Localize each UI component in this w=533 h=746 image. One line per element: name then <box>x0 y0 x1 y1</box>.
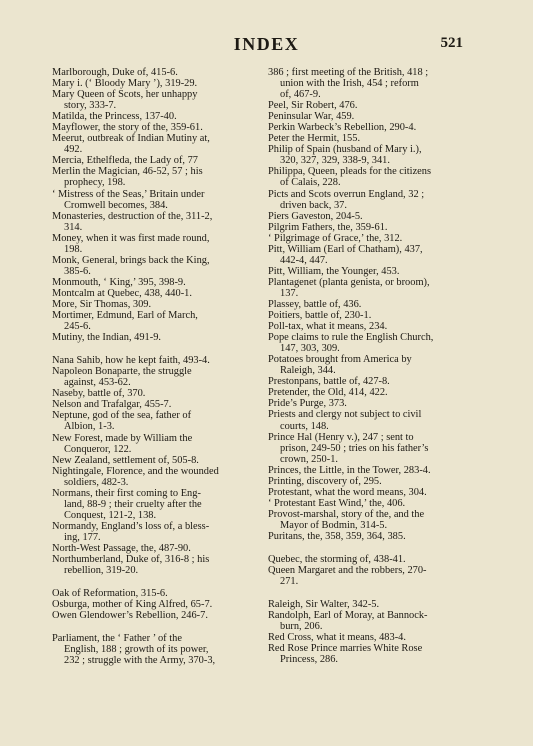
entry-line: Randolph, Earl of Moray, at Bannock- <box>268 610 428 622</box>
index-entry <box>52 233 257 255</box>
index-entry <box>52 355 257 366</box>
entry-line: Marlborough, Duke of, 415-6. <box>52 67 178 78</box>
entry-line: Red Rose Prince marries White Rose <box>268 643 423 655</box>
index-entry <box>268 100 473 111</box>
entry-line: Prince Hal (Henry v.), 247 ; sent to <box>268 431 414 443</box>
entry-line: Provost-marshal, story of the, and the <box>268 508 425 520</box>
entry-line: Owen Glendower’s Rebellion, 246-7. <box>52 610 208 622</box>
entry-line: Osburga, mother of King Alfred, 65-7. <box>52 599 213 611</box>
entry-continuation-line: 271. <box>280 576 299 588</box>
entry-line: Queen Margaret and the robbers, 270- <box>268 565 427 577</box>
index-entry <box>268 354 473 376</box>
index-entry <box>268 244 473 266</box>
index-entry <box>52 554 257 576</box>
index-entry <box>268 476 473 487</box>
entry-line: Neptune, god of the sea, father of <box>52 410 192 422</box>
index-entry <box>52 633 257 666</box>
entry-line: Priests and clergy not subject to civil <box>268 409 422 421</box>
entry-continuation-line: 147, 303, 309. <box>280 343 340 355</box>
index-entry <box>268 144 473 166</box>
entry-continuation-line: courts, 148. <box>280 420 329 432</box>
index-entry <box>268 487 473 498</box>
index-entry <box>268 398 473 409</box>
entry-continuation-line: story, 333-7. <box>64 100 117 112</box>
entry-line: Matilda, the Princess, 137-40. <box>52 111 177 123</box>
index-entry <box>268 610 473 632</box>
entry-line: Monmouth, ‘ King,’ 395, 398-9. <box>52 276 186 288</box>
entry-continuation-line: English, 188 ; growth of its power, <box>64 644 209 656</box>
entry-line: Poll-tax, what it means, 234. <box>268 321 388 333</box>
index-entry <box>268 465 473 476</box>
entry-line: Prestonpans, battle of, 427-8. <box>268 376 390 388</box>
entry-line: Peninsular War, 459. <box>268 111 355 123</box>
page-header <box>0 34 533 56</box>
entry-line: Princes, the Little, in the Tower, 283-4. <box>268 464 431 476</box>
entry-line: Monk, General, brings back the King, <box>52 254 210 266</box>
entry-line: Mary Queen of Scots, her unhappy <box>52 89 198 101</box>
entry-continuation-line: 137. <box>280 287 299 299</box>
index-entry <box>268 565 473 587</box>
page-number: 521 <box>440 35 463 51</box>
index-column-left <box>52 67 257 666</box>
index-entry <box>268 376 473 387</box>
entry-line: Pretender, the Old, 414, 422. <box>268 387 388 399</box>
index-entry <box>268 432 473 465</box>
entry-continuation-line: against, 453-62. <box>64 377 131 389</box>
entry-line: Mary i. (‘ Bloody Mary ’), 319-29. <box>52 78 198 90</box>
index-entry <box>52 521 257 543</box>
index-entry <box>268 509 473 531</box>
entry-continuation-line: Conquest, 121-2, 138. <box>64 509 157 521</box>
index-entry <box>52 366 257 388</box>
index-entry <box>268 643 473 665</box>
index-entry <box>52 310 257 332</box>
section-gap <box>52 576 257 588</box>
index-entry <box>268 498 473 509</box>
index-entry <box>52 588 257 599</box>
entry-line: Normans, their first coming to Eng- <box>52 487 201 499</box>
index-entry <box>268 599 473 610</box>
entry-continuation-line: burn, 206. <box>280 621 323 633</box>
index-entry <box>52 211 257 233</box>
entry-continuation-line: Albion, 1-3. <box>64 421 115 433</box>
index-entry <box>52 277 257 288</box>
entry-line: Perkin Warbeck’s Rebellion, 290-4. <box>268 122 417 134</box>
entry-line: New Zealand, settlement of, 505-8. <box>52 454 199 466</box>
index-entry <box>52 466 257 488</box>
entry-continuation-line: prison, 249-50 ; tries on his father’s <box>280 442 429 454</box>
index-entry <box>52 433 257 455</box>
entry-line: Pilgrim Fathers, the, 359-61. <box>268 221 388 233</box>
entry-continuation-line: crown, 250-1. <box>280 453 339 465</box>
index-entry <box>268 299 473 310</box>
entry-line: Pitt, William, the Younger, 453. <box>268 265 400 277</box>
entry-continuation-line: Conqueror, 122. <box>64 443 132 455</box>
entry-line: Peter the Hermit, 155. <box>268 133 361 145</box>
index-entry <box>268 531 473 542</box>
index-entry <box>268 233 473 244</box>
index-entry <box>52 299 257 310</box>
index-entry <box>268 67 473 100</box>
entry-line: Poitiers, battle of, 230-1. <box>268 310 372 322</box>
entry-line: ‘ Mistress of the Seas,’ Britain under <box>52 188 205 200</box>
index-entry <box>52 67 257 78</box>
entry-continuation-line: land, 88-9 ; their cruelty after the <box>64 498 202 510</box>
entry-line: Raleigh, Sir Walter, 342-5. <box>268 599 380 611</box>
entry-line: Meerut, outbreak of Indian Mutiny at, <box>52 133 210 145</box>
entry-line: Piers Gaveston, 204-5. <box>268 210 363 222</box>
index-entry <box>268 189 473 211</box>
entry-continuation-line: rebellion, 319-20. <box>64 565 139 577</box>
entry-line: Plassey, battle of, 436. <box>268 298 362 310</box>
entry-line: New Forest, made by William the <box>52 432 193 444</box>
index-entry <box>52 488 257 521</box>
entry-continuation-line: driven back, 37. <box>280 199 347 211</box>
entry-line: Printing, discovery of, 295. <box>268 475 382 487</box>
entry-line: Peel, Sir Robert, 476. <box>268 100 358 112</box>
entry-continuation-line: 320, 327, 329, 338-9, 341. <box>280 155 390 167</box>
entry-line: Nightingale, Florence, and the wounded <box>52 465 219 477</box>
index-entry <box>268 321 473 332</box>
entry-continuation-line: Raleigh, 344. <box>280 365 336 377</box>
entry-line: Protestant, what the word means, 304. <box>268 486 427 498</box>
entry-line: Red Cross, what it means, 483-4. <box>268 632 406 644</box>
index-entry <box>268 310 473 321</box>
entry-line: Mercia, Ethelfleda, the Lady of, 77 <box>52 155 198 167</box>
entry-continuation-line: ing, 177. <box>64 531 101 543</box>
entry-line: Picts and Scots overrun England, 32 ; <box>268 188 425 200</box>
entry-line: North-West Passage, the, 487-90. <box>52 542 191 554</box>
section-gap <box>52 621 257 633</box>
entry-continuation-line: 245-6. <box>64 321 91 333</box>
index-entry <box>52 543 257 554</box>
entry-line: Money, when it was first made round, <box>52 232 210 244</box>
entry-line: Oak of Reformation, 315-6. <box>52 588 168 600</box>
entry-line: Mortimer, Edmund, Earl of March, <box>52 310 198 322</box>
entry-line: Parliament, the ‘ Father ’ of the <box>52 633 182 645</box>
index-entry <box>52 455 257 466</box>
entry-line: Montcalm at Quebec, 438, 440-1. <box>52 287 192 299</box>
index-entry <box>52 111 257 122</box>
entry-line: Nana Sahib, how he kept faith, 493-4. <box>52 355 210 367</box>
entry-line: Quebec, the storming of, 438-41. <box>268 554 406 566</box>
entry-continuation-line: Princess, 286. <box>280 654 339 666</box>
entry-line: Mayflower, the story of the, 359-61. <box>52 122 203 134</box>
index-entry <box>52 288 257 299</box>
section-gap <box>268 587 473 599</box>
entry-line: Pride’s Purge, 373. <box>268 398 347 410</box>
entry-continuation-line: Mayor of Bodmin, 314-5. <box>280 519 388 531</box>
index-entry <box>52 189 257 211</box>
entry-line: Nelson and Trafalgar, 455-7. <box>52 399 172 411</box>
index-entry <box>268 277 473 299</box>
index-entry <box>52 610 257 621</box>
index-entry <box>268 166 473 188</box>
entry-line: Puritans, the, 358, 359, 364, 385. <box>268 530 406 542</box>
index-entry <box>268 554 473 565</box>
index-entry <box>52 155 257 166</box>
entry-line: Mutiny, the Indian, 491-9. <box>52 332 161 344</box>
entry-line: Merlin the Magician, 46-52, 57 ; his <box>52 166 203 178</box>
section-gap <box>52 343 257 355</box>
entry-continuation-line: 442-4, 447. <box>280 254 328 266</box>
entry-line: ‘ Pilgrimage of Grace,’ the, 312. <box>268 232 403 244</box>
index-entry <box>52 388 257 399</box>
entry-line: 386 ; first meeting of the British, 418 ; <box>268 67 429 78</box>
entry-continuation-line: 198. <box>64 243 83 255</box>
index-entry <box>52 89 257 111</box>
page-title: INDEX <box>233 34 300 54</box>
index-entry <box>268 266 473 277</box>
entry-line: Philip of Spain (husband of Mary i.), <box>268 144 422 156</box>
entry-continuation-line: soldiers, 482-3. <box>64 476 129 488</box>
entry-continuation-line: 492. <box>64 144 83 156</box>
index-entry <box>268 222 473 233</box>
entry-line: Pope claims to rule the English Church, <box>268 332 434 344</box>
entry-continuation-line: 314. <box>64 221 83 233</box>
entry-line: Philippa, Queen, pleads for the citizens <box>268 166 432 178</box>
index-entry <box>268 122 473 133</box>
entry-continuation-line: Cromwell becomes, 384. <box>64 199 168 211</box>
section-gap <box>268 542 473 554</box>
entry-continuation-line: 232 ; struggle with the Army, 370-3, <box>64 655 216 667</box>
entry-line: Pitt, William (Earl of Chatham), 437, <box>268 243 423 255</box>
entry-line: Naseby, battle of, 370. <box>52 388 146 400</box>
entry-line: Northumberland, Duke of, 316-8 ; his <box>52 554 210 566</box>
entry-line: Potatoes brought from America by <box>268 354 412 366</box>
index-entry <box>52 122 257 133</box>
entry-line: Napoleon Bonaparte, the struggle <box>52 366 192 378</box>
index-entry <box>268 211 473 222</box>
entry-continuation-line: of Calais, 228. <box>280 177 341 189</box>
index-entry <box>52 133 257 155</box>
index-entry <box>52 166 257 188</box>
index-entry <box>52 78 257 89</box>
entry-line: ‘ Protestant East Wind,’ the, 406. <box>268 497 406 509</box>
entry-continuation-line: of, 467-9. <box>280 89 321 101</box>
index-entry <box>52 255 257 277</box>
entry-line: Plantagenet (planta genista, or broom), <box>268 276 430 288</box>
entry-line: Monasteries, destruction of the, 311-2, <box>52 210 213 222</box>
entry-line: Normandy, England’s loss of, a bless- <box>52 520 210 532</box>
index-entry <box>52 399 257 410</box>
entry-line: More, Sir Thomas, 309. <box>52 298 152 310</box>
index-entry <box>52 332 257 343</box>
index-entry <box>52 410 257 432</box>
index-entry <box>52 599 257 610</box>
index-column-right <box>268 67 473 665</box>
index-entry <box>268 409 473 431</box>
index-entry <box>268 332 473 354</box>
index-entry <box>268 133 473 144</box>
entry-continuation-line: union with the Irish, 454 ; reform <box>280 78 419 90</box>
index-entry <box>268 632 473 643</box>
index-entry <box>268 387 473 398</box>
index-entry <box>268 111 473 122</box>
entry-continuation-line: prophecy, 198. <box>64 177 126 189</box>
entry-continuation-line: 385-6. <box>64 265 91 277</box>
